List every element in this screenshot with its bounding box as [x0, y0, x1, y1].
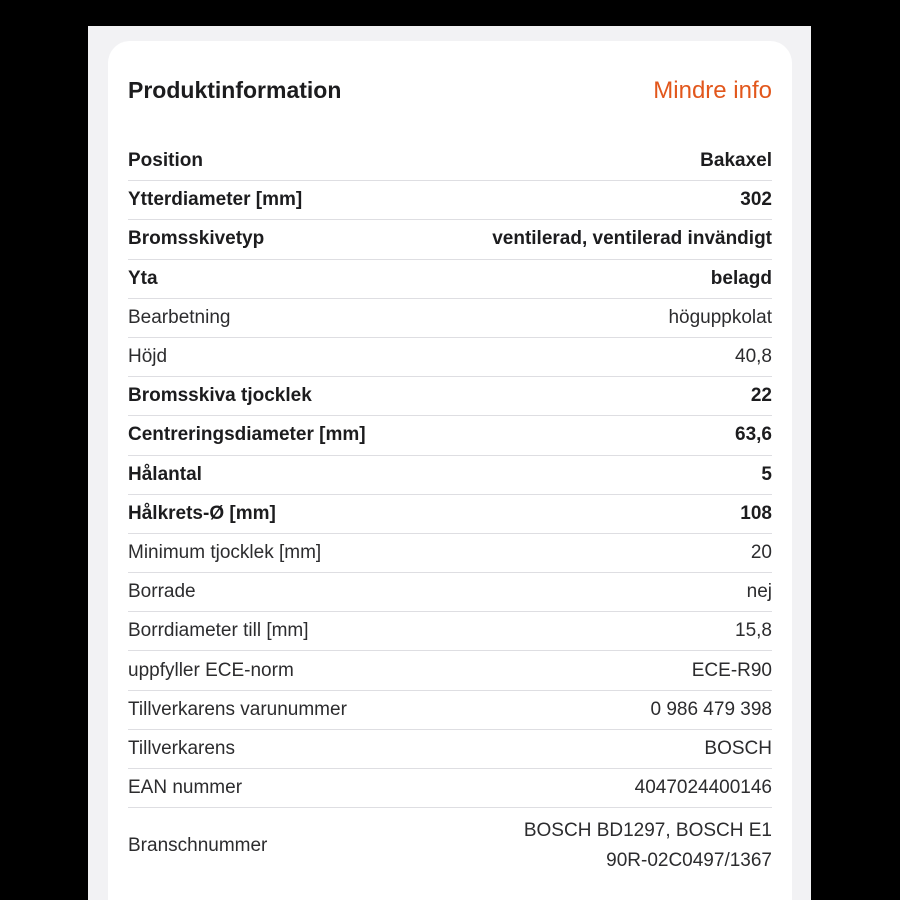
spec-row: [128, 220, 772, 259]
spec-value: belagd: [710, 267, 772, 289]
spec-row: [128, 299, 772, 338]
spec-row: [128, 142, 772, 181]
spec-label: Minimum tjocklek [mm]: [128, 541, 322, 563]
spec-table: [128, 142, 772, 884]
spec-row: [128, 691, 772, 730]
spec-row: [128, 456, 772, 495]
spec-value-line: BOSCH BD1297, BOSCH E1: [523, 820, 772, 842]
spec-value: 302: [740, 189, 772, 211]
screen: [88, 26, 811, 900]
spec-label: Centreringsdiameter [mm]: [128, 424, 366, 446]
spec-value: [524, 816, 772, 876]
spec-label: EAN nummer: [128, 777, 243, 799]
spec-row: [128, 181, 772, 220]
product-info-card: [108, 41, 792, 900]
spec-label: Tillverkarens: [128, 737, 235, 759]
spec-label: Bromsskiva tjocklek: [128, 385, 312, 407]
spec-label: Tillverkarens varunummer: [128, 698, 347, 720]
spec-value: nej: [746, 581, 772, 603]
spec-label: Bearbetning: [128, 306, 231, 328]
spec-value: 15,8: [735, 620, 772, 642]
spec-value: 108: [740, 502, 772, 524]
card-header: [128, 41, 772, 142]
spec-value: ventilerad, ventilerad invändigt: [492, 228, 772, 250]
spec-row: [128, 338, 772, 377]
spec-value: Bakaxel: [700, 150, 772, 172]
spec-label: Branschnummer: [128, 835, 268, 857]
spec-value: 20: [750, 541, 772, 563]
spec-label: Höjd: [128, 346, 168, 368]
spec-value: ECE-R90: [691, 659, 772, 681]
spec-row: [128, 769, 772, 808]
spec-value: 0 986 479 398: [650, 698, 772, 720]
spec-row: [128, 495, 772, 534]
spec-row: [128, 651, 772, 690]
spec-label: Borrdiameter till [mm]: [128, 620, 309, 642]
spec-row: [128, 573, 772, 612]
spec-label: Yta: [128, 267, 158, 289]
spec-value: 5: [761, 463, 772, 485]
spec-row: [128, 416, 772, 455]
spec-row: [128, 377, 772, 416]
spec-label: Borrade: [128, 581, 196, 603]
spec-value: 22: [750, 385, 772, 407]
spec-row: [128, 808, 772, 884]
spec-label: uppfyller ECE-norm: [128, 659, 294, 681]
spec-value-line: 90R-02C0497/1367: [606, 850, 772, 872]
spec-row: [128, 534, 772, 573]
spec-value: 4047024400146: [634, 777, 772, 799]
less-info-link[interactable]: Mindre info: [653, 76, 772, 104]
spec-value: BOSCH: [704, 737, 772, 759]
spec-label: Hålantal: [128, 463, 202, 485]
spec-value: 40,8: [735, 346, 772, 368]
spec-value: 63,6: [735, 424, 772, 446]
spec-row: [128, 260, 772, 299]
spec-row: [128, 612, 772, 651]
spec-label: Position: [128, 150, 203, 172]
spec-label: Hålkrets-Ø [mm]: [128, 502, 276, 524]
spec-row: [128, 730, 772, 769]
spec-label: Ytterdiameter [mm]: [128, 189, 303, 211]
card-title: Produktinformation: [128, 77, 342, 103]
spec-value: höguppkolat: [668, 306, 772, 328]
spec-label: Bromsskivetyp: [128, 228, 265, 250]
